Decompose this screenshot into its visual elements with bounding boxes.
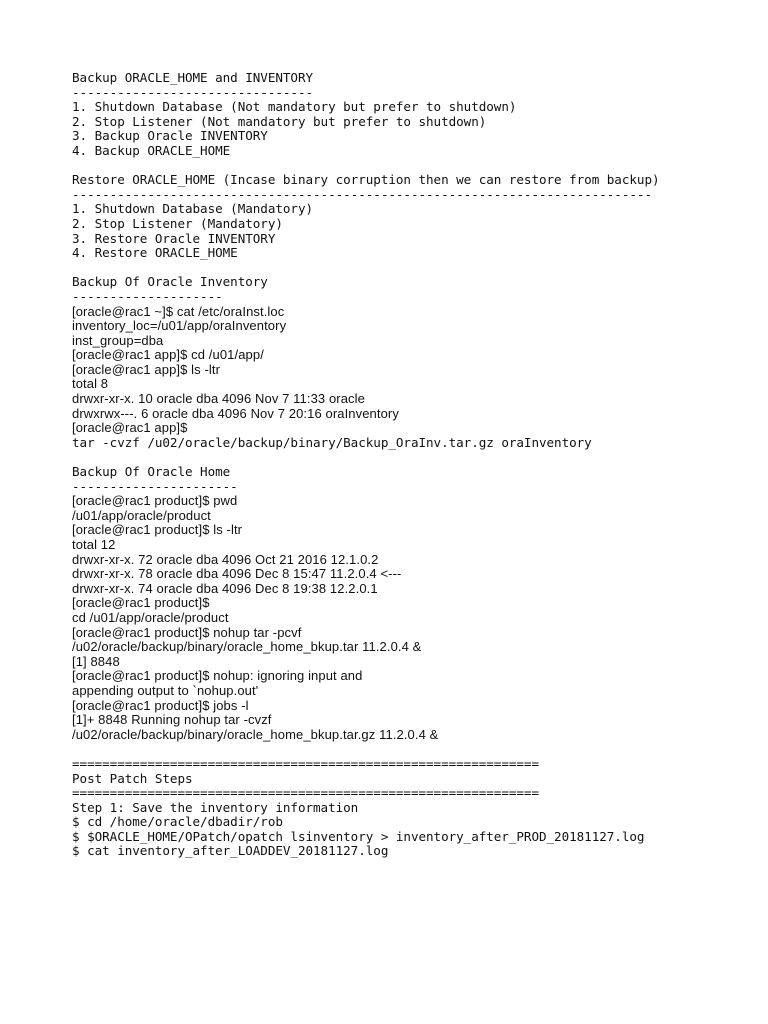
text-line: [oracle@rac1 product]$ nohup tar -pcvf [72, 624, 302, 640]
blank-line [72, 261, 752, 276]
text-line: drwxr-xr-x. 78 oracle dba 4096 Dec 8 15:47 11.2.0.4 <--- [72, 566, 402, 582]
document-page [72, 71, 752, 859]
text-line: [oracle@rac1 app]$ [72, 420, 188, 436]
text-line: -------------------- [72, 288, 223, 304]
text-line: Backup ORACLE_HOME and INVENTORY [72, 70, 314, 85]
text-line: [1] 8848 [72, 653, 120, 669]
text-line: ============================================================== [72, 785, 539, 801]
text-line: cd /u01/app/oracle/product [72, 609, 229, 625]
text-line: ---------------------- [72, 478, 238, 494]
text-line: Backup Of Oracle Home [72, 464, 231, 480]
text-line: 3. Backup Oracle INVENTORY [72, 128, 268, 144]
text-line: drwxr-xr-x. 72 oracle dba 4096 Oct 21 2016 12.1.0.2 [72, 551, 379, 567]
text-line: $ $ORACLE_HOME/OPatch/opatch lsinventory > inventory_after_PROD_20181127.log [72, 828, 645, 844]
text-line: Restore ORACLE_HOME (Incase binary corruption then we can restore from backup) [72, 172, 660, 188]
text-line: [oracle@rac1 product]$ ls -ltr [72, 522, 243, 538]
text-line: drwxr-xr-x. 74 oracle dba 4096 Dec 8 19:38 12.2.0.1 [72, 580, 378, 596]
text-line: drwxrwx---. 6 oracle dba 4096 Nov 7 20:16 oraInventory [72, 405, 399, 421]
text-line: 1. Shutdown Database (Not mandatory but prefer to shutdown) [72, 99, 517, 115]
text-line: drwxr-xr-x. 10 oracle dba 4096 Nov 7 11:33 oracle [72, 391, 365, 407]
text-line: 1. Shutdown Database (Mandatory) [72, 201, 314, 217]
text-line: [1]+ 8848 Running nohup tar -cvzf [72, 712, 272, 728]
text-line: 2. Stop Listener (Not mandatory but prefer to shutdown) [72, 113, 487, 129]
text-line: inventory_loc=/u01/app/oraInventory [72, 318, 287, 334]
text-line: [oracle@rac1 app]$ cd /u01/app/ [72, 347, 264, 363]
text-line: /u01/app/oracle/product [72, 507, 211, 523]
text-line: Post Patch Steps [72, 770, 193, 786]
text-line: [oracle@rac1 product]$ jobs -l [72, 697, 249, 713]
text-line: 3. Restore Oracle INVENTORY [72, 230, 276, 246]
text-line: inst_group=dba [72, 332, 164, 348]
text-line: Step 1: Save the inventory information [72, 799, 359, 815]
blank-line [72, 159, 752, 174]
text-line: /u02/oracle/backup/binary/oracle_home_bkup.tar 11.2.0.4 & [72, 639, 422, 655]
blank-line [72, 742, 752, 757]
text-line: [oracle@rac1 product]$ [72, 595, 210, 611]
text-line: -------------------------------- [72, 84, 314, 100]
text-line: [oracle@rac1 product]$ nohup: ignoring input and [72, 668, 363, 684]
text-line: tar -cvzf /u02/oracle/backup/binary/Backup_OraInv.tar.gz oraInventory [72, 434, 592, 450]
text-line: $ cd /home/oracle/dbadir/rob [72, 814, 283, 830]
text-line: ----------------------------------------------------------------------------- [72, 186, 652, 202]
text-line: total 8 [72, 376, 109, 392]
text-line: 2. Stop Listener (Mandatory) [72, 215, 283, 231]
text-line: [oracle@rac1 product]$ pwd [72, 493, 238, 509]
blank-line [72, 450, 752, 465]
text-line: 4. Backup ORACLE_HOME [72, 142, 231, 158]
text-line: [oracle@rac1 ~]$ cat /etc/oraInst.loc [72, 303, 285, 319]
text-line: appending output to `nohup.out' [72, 682, 259, 698]
text-line: 4. Restore ORACLE_HOME [72, 245, 238, 261]
text-line: ============================================================== [72, 755, 539, 771]
text-line: total 12 [72, 537, 116, 552]
text-line: Backup Of Oracle Inventory [72, 274, 268, 290]
text-line: /u02/oracle/backup/binary/oracle_home_bkup.tar.gz 11.2.0.4 & [72, 726, 439, 742]
text-line: [oracle@rac1 app]$ ls -ltr [72, 361, 221, 377]
text-line: $ cat inventory_after_LOADDEV_20181127.log [72, 843, 389, 859]
